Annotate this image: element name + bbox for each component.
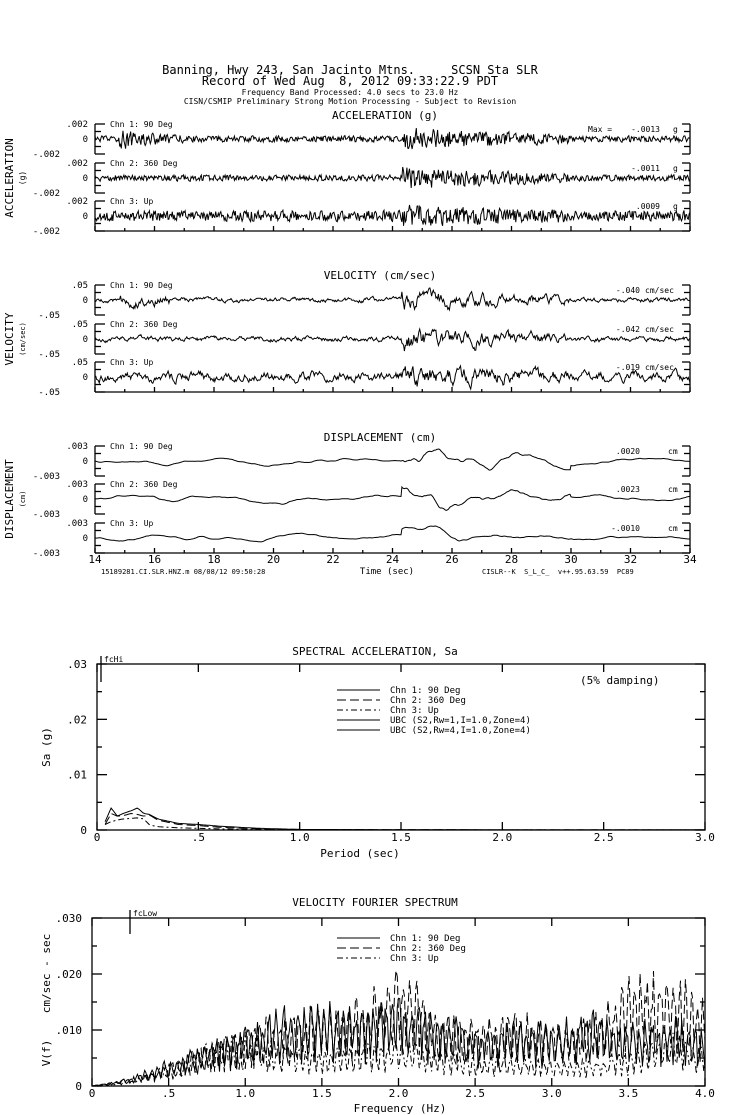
vfs-y-tick-label: 0: [75, 1080, 82, 1093]
channel-label: Chn 1: 90 Deg: [110, 281, 173, 290]
vfs-xlabel: Frequency (Hz): [353, 1102, 447, 1115]
y-tick-label: 0: [82, 534, 88, 544]
sa-ylabel: Sa (g): [40, 727, 53, 767]
displacement-yunit: (cm): [19, 490, 27, 508]
y-tick-label: .003: [66, 519, 88, 529]
vfs-x-tick-label: 1.0: [235, 1087, 256, 1100]
channel-max-unit: g: [673, 164, 678, 173]
channel-label: Chn 2: 360 Deg: [110, 320, 178, 329]
sa-y-tick-label: .01: [67, 768, 87, 782]
displacement-title: DISPLACEMENT (cm): [323, 431, 437, 444]
channel-label: Chn 2: 360 Deg: [110, 480, 178, 489]
y-tick-label: 0: [82, 373, 88, 383]
channel-label: Chn 3: Up: [110, 519, 154, 528]
waveform-trace: [95, 449, 690, 470]
sa-series-line: [105, 814, 705, 830]
channel-max-unit: g: [673, 125, 678, 134]
vfs-x-tick-label: 3.5: [618, 1087, 639, 1100]
channel-max-unit: g: [673, 202, 678, 211]
sa-fchi-label: fcHi: [104, 655, 124, 664]
channel-max-unit: cm: [668, 524, 678, 533]
header-line-4: CISN/CSMIP Preliminary Strong Motion Processing - Subject to Revision: [183, 97, 517, 106]
y-tick-label: -.05: [38, 311, 60, 321]
time-tick-label: 16: [147, 553, 162, 566]
channel-max-value: -.0013: [631, 125, 660, 134]
vfs-series-line: [92, 1032, 705, 1086]
channel-label: Chn 1: 90 Deg: [110, 120, 173, 129]
acceleration-title: ACCELERATION (g): [332, 109, 438, 122]
sa-legend: [390, 686, 531, 736]
vfs-x-tick-label: .5: [162, 1087, 176, 1100]
y-tick-label: 0: [82, 335, 88, 345]
channel-label: Chn 3: Up: [110, 358, 154, 367]
y-tick-label: .003: [66, 442, 88, 452]
sa-y-tick-label: 0: [80, 824, 87, 837]
sa-x-tick-label: 1.0: [289, 831, 310, 844]
channel-max-unit: cm: [668, 485, 678, 494]
time-tick-label: 14: [88, 553, 102, 566]
sa-y-tick-label: .03: [67, 658, 87, 671]
waveform-trace: [95, 487, 690, 510]
sa-damping-note: (5% damping): [580, 674, 660, 687]
y-tick-label: -.003: [32, 510, 60, 520]
time-tick-label: 24: [385, 553, 400, 566]
header-line-2: Record of Wed Aug 8, 2012 09:33:22.9 PDT: [201, 74, 499, 88]
y-tick-label: 0: [82, 457, 88, 467]
sa-legend-label-3: Chn 3: Up: [390, 706, 439, 716]
channel-max-value: .0009: [635, 202, 660, 211]
sa-x-tick-label: 1.5: [391, 831, 411, 844]
y-tick-label: 0: [82, 212, 88, 222]
waveform-trace: [95, 167, 690, 188]
sa-y-tick-label: .02: [67, 713, 87, 727]
sa-series-line: [105, 808, 705, 830]
y-tick-label: -.003: [32, 549, 60, 559]
velocity-ylabel: VELOCITY: [3, 312, 16, 366]
vfs-legend-label-3: Chn 3: Up: [390, 954, 439, 964]
y-tick-label: .003: [66, 480, 88, 490]
time-xlabel: Time (sec): [359, 567, 415, 577]
time-tick-label: 34: [683, 553, 697, 566]
vfs-x-tick-label: 0: [88, 1087, 96, 1100]
vfs-fclow-label: fcLow: [133, 909, 158, 918]
vfs-ylabel: V(f) cm/sec - sec: [40, 933, 53, 1067]
channel-max-value: -.0010: [611, 524, 640, 533]
vfs-x-tick-label: 3.0: [541, 1087, 562, 1100]
waveform-trace: [95, 288, 690, 310]
velocity-yunit: (cm/sec): [19, 322, 27, 356]
y-tick-label: 0: [82, 135, 88, 145]
sa-legend-label-1: Chn 1: 90 Deg: [390, 686, 461, 696]
channel-max-value: .0023: [615, 485, 640, 494]
y-tick-label: 0: [82, 296, 88, 306]
channel-max-value: -.040: [615, 286, 640, 295]
y-tick-label: -.003: [32, 472, 60, 482]
vfs-legend-label-1: Chn 1: 90 Deg: [390, 934, 461, 944]
y-tick-label: -.05: [38, 350, 60, 360]
sa-x-tick-label: 3.0: [695, 831, 715, 844]
waveform-trace: [95, 526, 690, 542]
y-tick-label: .002: [66, 159, 88, 169]
vfs-y-tick-label: .030: [55, 912, 82, 925]
vfs-x-tick-label: 4.0: [695, 1087, 715, 1100]
sa-legend-label-4: UBC (S2,Rw=1,I=1.0,Zone=4): [390, 716, 531, 726]
y-tick-label: -.002: [32, 189, 60, 199]
y-tick-label: .05: [71, 281, 88, 291]
y-tick-label: -.002: [32, 227, 60, 237]
channel-max-unit: cm/sec: [645, 325, 674, 334]
y-tick-label: 0: [82, 495, 88, 505]
y-tick-label: -.05: [38, 388, 60, 398]
y-tick-label: 0: [82, 174, 88, 184]
vfs-series-line: [92, 998, 705, 1086]
sa-legend-label-2: Chn 2: 360 Deg: [390, 696, 466, 706]
waveform-trace: [95, 205, 690, 226]
vfs-y-tick-label: .010: [55, 1024, 82, 1037]
vfs-x-tick-label: 2.5: [465, 1087, 486, 1100]
channel-label: Chn 2: 360 Deg: [110, 159, 178, 168]
vfs-legend-label-2: Chn 2: 360 Deg: [390, 944, 466, 954]
footer-left: 15189281.CI.SLR.HNZ.m 08/08/12 09:50:28: [101, 568, 266, 576]
y-tick-label: .05: [71, 358, 88, 368]
channel-max-value: -.0011: [631, 164, 660, 173]
channel-max-unit: cm/sec: [645, 363, 674, 372]
displacement-ylabel: DISPLACEMENT: [3, 459, 16, 539]
sa-x-tick-label: 0: [93, 831, 101, 844]
vfs-y-tick-label: .020: [55, 968, 82, 981]
time-tick-label: 28: [504, 553, 519, 566]
time-tick-label: 30: [564, 553, 578, 566]
header-line-1: Banning, Hwy 243, San Jacinto Mtns. SCSN Sta SLR: [162, 63, 538, 77]
time-tick-label: 26: [445, 553, 459, 566]
time-tick-label: 22: [326, 553, 340, 566]
y-tick-label: .05: [71, 320, 88, 330]
acceleration-ylabel: ACCELERATION: [3, 138, 16, 218]
vfs-x-tick-label: 1.5: [311, 1087, 332, 1100]
channel-label: Chn 1: 90 Deg: [110, 442, 173, 451]
acceleration-yunit: (g): [18, 170, 27, 186]
time-tick-label: 32: [623, 553, 638, 566]
vfs-title: VELOCITY FOURIER SPECTRUM: [292, 896, 458, 909]
sa-title: SPECTRAL ACCELERATION, Sa: [292, 645, 458, 658]
y-tick-label: -.002: [32, 150, 60, 160]
waveform-trace: [95, 366, 690, 389]
sa-legend-label-5: UBC (S2,Rw=4,I=1.0,Zone=4): [390, 726, 531, 736]
footer-right: CISLR--K S_L_C_ v++.95.63.59 PC89: [482, 568, 634, 576]
velocity-title: VELOCITY (cm/sec): [323, 269, 437, 282]
channel-max-unit: cm/sec: [645, 286, 674, 295]
header-line-3: Frequency Band Processed: 4.0 secs to 23.0 Hz: [241, 88, 459, 97]
channel-max-unit: cm: [668, 447, 678, 456]
channel-max-value: -.042: [615, 325, 640, 334]
sa-x-tick-label: 2.5: [593, 831, 614, 844]
y-tick-label: .002: [66, 120, 88, 130]
channel-max-value: .0020: [615, 447, 640, 456]
acceleration-max-prefix: Max =: [588, 125, 613, 134]
vfs-x-tick-label: 2.0: [388, 1087, 409, 1100]
sa-x-tick-label: 2.0: [492, 831, 513, 844]
vfs-legend: [390, 934, 466, 964]
channel-label: Chn 3: Up: [110, 197, 154, 206]
channel-max-value: -.019: [615, 363, 640, 372]
time-tick-label: 20: [266, 553, 281, 566]
sa-x-tick-label: .5: [191, 831, 205, 844]
sa-xlabel: Period (sec): [320, 847, 400, 860]
waveform-trace: [95, 329, 690, 351]
y-tick-label: .002: [66, 197, 88, 207]
time-tick-label: 18: [207, 553, 221, 566]
